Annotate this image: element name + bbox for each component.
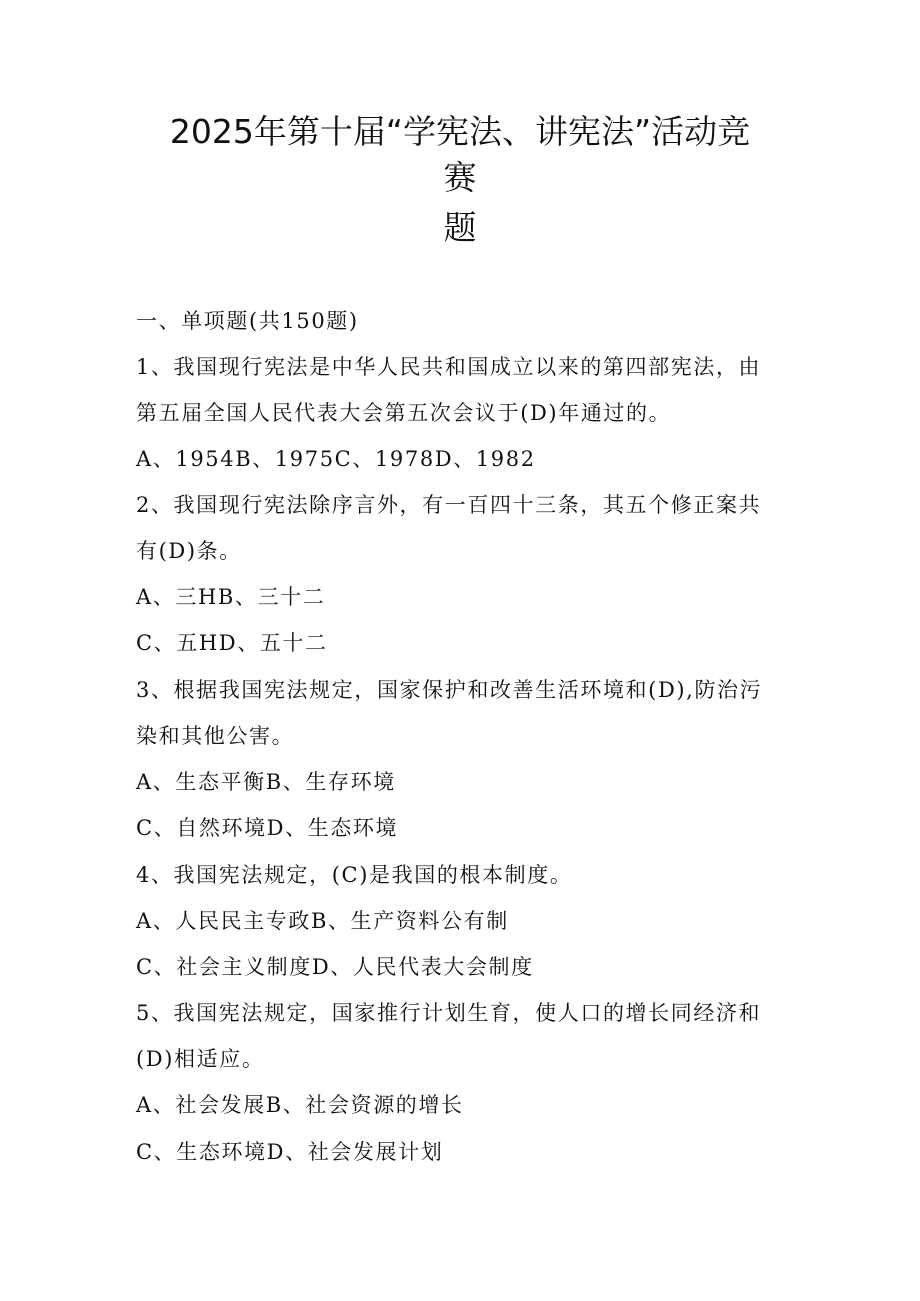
document-title-line-3: 题	[443, 208, 477, 247]
section-heading: 一、单项题(共150题)	[136, 309, 359, 333]
question-3-options-line-2: C、自然环境D、生态环境	[136, 816, 399, 840]
question-2-options-line-2: C、五HD、五十二	[136, 631, 328, 655]
document-title-line-2: 赛	[443, 158, 477, 197]
question-4-options-line-2: C、社会主义制度D、人民代表大会制度	[136, 955, 534, 979]
question-2-stem-line-1: 2、我国现行宪法除序言外，有一百四十三条，其五个修正案共	[136, 493, 762, 517]
question-5-stem-line-2: (D)相适应。	[136, 1047, 265, 1071]
question-5-options-line-1: A、社会发展B、社会资源的增长	[136, 1093, 464, 1117]
question-3-stem-line-1: 3、根据我国宪法规定，国家保护和改善生活环境和(D),防治污	[136, 678, 763, 702]
question-4-stem-line-1: 4、我国宪法规定，(C)是我国的根本制度。	[136, 863, 573, 887]
question-2-stem-line-2: 有(D)条。	[136, 539, 242, 563]
question-3-options-line-1: A、生态平衡B、生存环境	[136, 770, 396, 794]
question-5-options-line-2: C、生态环境D、社会发展计划	[136, 1140, 444, 1164]
question-1-stem-line-1: 1、我国现行宪法是中华人民共和国成立以来的第四部宪法，由	[136, 355, 762, 379]
document-title-line-1: 2025年第十届“学宪法、讲宪法”活动竞	[169, 112, 751, 151]
question-2-options-line-1: A、三HB、三十二	[136, 585, 326, 609]
question-1-stem-line-2: 第五届全国人民代表大会第五次会议于(D)年通过的。	[136, 401, 672, 425]
question-1-options: A、1954B、1975C、1978D、1982	[136, 447, 536, 471]
question-3-stem-line-2: 染和其他公害。	[136, 724, 295, 748]
question-4-options-line-1: A、人民民主专政B、生产资料公有制	[136, 909, 509, 933]
question-5-stem-line-1: 5、我国宪法规定，国家推行计划生育，使人口的增长同经济和	[136, 1001, 762, 1025]
